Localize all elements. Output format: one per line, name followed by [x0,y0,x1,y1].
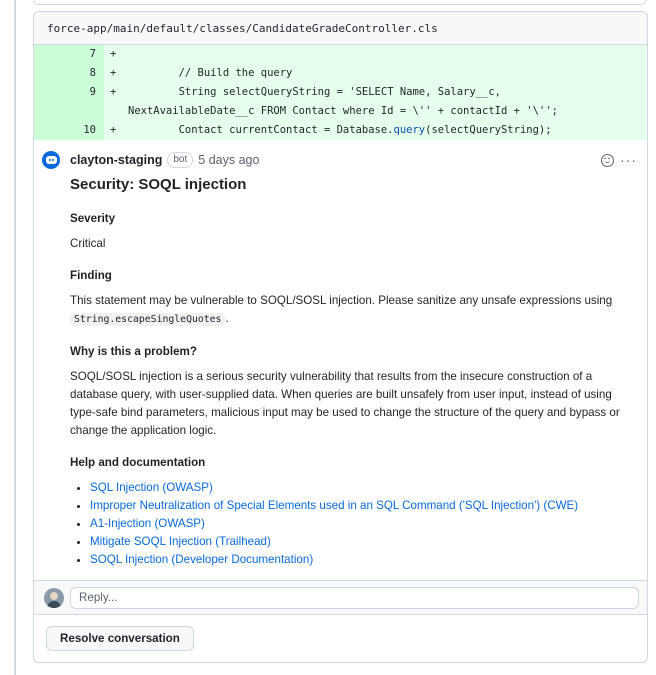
severity-value: Critical [70,237,106,250]
bot-badge: bot [167,152,193,168]
list-item [90,497,627,515]
comment-title: Security: SOQL injection [70,176,247,193]
code-method: query [393,124,426,136]
code-line [124,121,552,140]
why-heading: Why is this a problem? [70,345,197,358]
code-line [124,45,128,64]
reply-input[interactable] [70,587,639,609]
review-thread-card [33,11,648,663]
finding-sentence: This statement may be vulnerable to SOQL/SOSL injection. Please sanitize any unsafe expressions using [70,294,613,307]
user-avatar[interactable] [44,588,64,608]
resolve-conversation-button[interactable]: Resolve conversation [46,626,194,651]
line-number[interactable]: 9 [34,83,104,121]
comment-header [42,150,637,170]
why-text: SOQL/SOSL injection is a serious security vulnerability that results from the insecure construction of a database query, with user-supplied data. When queries are built unsafely from user input, instead of using type-safe bind parameters, malicious input may be used to change the structure of the query and bypass or change the application logic. [70,370,620,437]
finding-text [70,292,627,329]
diff-line [34,121,647,140]
help-heading: Help and documentation [70,456,206,469]
line-number[interactable]: 10 [34,121,104,140]
diff-line [34,83,647,121]
finding-end: . [225,312,229,325]
comment-actions [601,154,637,167]
reply-bar [34,580,647,615]
kebab-icon[interactable]: ··· [620,152,637,168]
help-link-developer-docs[interactable]: SOQL Injection (Developer Documentation) [90,553,314,566]
code-line: // Build the query [128,67,293,79]
line-number[interactable]: 7 [34,45,104,64]
list-item [90,479,627,497]
file-path[interactable]: force-app/main/default/classes/CandidateGradeController.cls [47,21,438,35]
list-item [90,533,627,551]
resolve-area [46,626,194,651]
help-link-a1-injection[interactable]: A1-Injection (OWASP) [90,517,205,530]
list-item [90,551,627,569]
author-name[interactable]: clayton-staging [70,153,163,167]
previous-card-edge [33,0,646,5]
line-number[interactable]: 8 [34,64,104,83]
help-link-owasp[interactable]: SQL Injection (OWASP) [90,481,213,494]
list-item [90,515,627,533]
diff-sign: + [110,124,117,136]
diff-line [34,64,647,83]
diff-snippet [34,45,647,140]
severity-heading: Severity [70,212,116,225]
finding-code: String.escapeSingleQuotes [70,313,225,326]
comment-timestamp[interactable]: 5 days ago [198,153,260,167]
diff-sign: + [110,48,117,60]
diff-line [34,45,647,64]
file-path-header [34,12,647,45]
finding-heading: Finding [70,269,112,282]
diff-sign: + [110,86,117,98]
code-line: String selectQueryString = 'SELECT Name, Salary__c, NextAvailableDate__c FROM Contact where Id = \'' + contactId + '\''; [128,86,558,117]
bot-avatar-icon[interactable] [42,151,60,169]
smiley-icon[interactable] [601,154,614,167]
help-link-trailhead[interactable]: Mitigate SOQL Injection (Trailhead) [90,535,271,548]
diff-sign: + [110,67,117,79]
help-links [70,479,627,569]
comment-body [42,176,637,569]
help-link-cwe[interactable]: Improper Neutralization of Special Elements used in an SQL Command ('SQL Injection') (CWE) [90,499,579,512]
thread-rule [14,0,16,675]
code-segment: Contact currentContact = Database. [128,124,394,136]
review-comment [34,140,647,569]
code-segment: (selectQueryString); [425,124,552,136]
